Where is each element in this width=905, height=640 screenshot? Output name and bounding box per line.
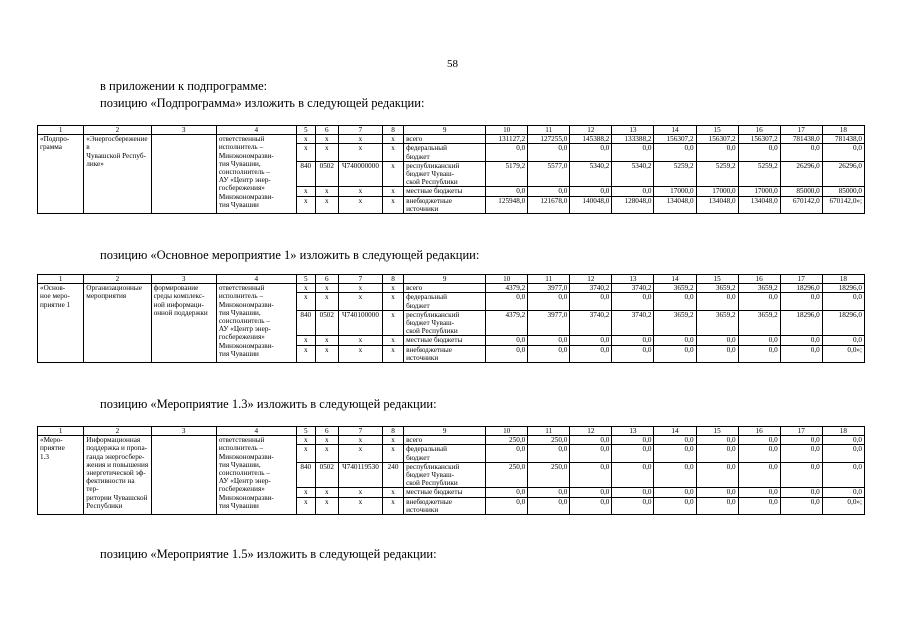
section-code-cell: x: [315, 497, 338, 514]
column-header: 4: [216, 275, 296, 284]
expense-type-cell: x: [383, 336, 404, 345]
column-header: 16: [738, 275, 780, 284]
column-header: 13: [612, 275, 654, 284]
expense-type-cell: x: [383, 497, 404, 514]
amount-cell: 5340,2: [612, 161, 654, 187]
paragraph-appendix: в приложении к подпрограмме:: [100, 79, 268, 93]
amount-cell: 0,0: [780, 445, 822, 462]
column-header: 1: [38, 275, 84, 284]
amount-cell: 0,0: [570, 293, 612, 310]
amount-cell: 3740,2: [612, 310, 654, 336]
column-header: 1: [38, 427, 84, 436]
grbs-code-cell: x: [296, 293, 315, 310]
amount-cell: 0,0: [822, 445, 864, 462]
target-article-cell: x: [338, 187, 382, 196]
expense-type-cell: x: [383, 161, 404, 187]
amount-cell: 128048,0: [612, 196, 654, 213]
amount-cell: 0,0: [780, 488, 822, 497]
column-header: 12: [570, 275, 612, 284]
amount-cell: 0,0: [696, 436, 738, 445]
grbs-code-cell: x: [296, 445, 315, 462]
amount-cell: 0,0: [780, 462, 822, 488]
funding-source-cell: республиканский бюджет Чуваш- ской Республики: [404, 310, 486, 336]
measure-status-cell: «Основ- ное меро- приятие 1: [38, 284, 84, 363]
amount-cell: 0,0: [654, 436, 696, 445]
target-article-cell: x: [338, 293, 382, 310]
column-header: 15: [696, 126, 738, 135]
column-header: 18: [822, 275, 864, 284]
amount-cell: 0,0: [738, 445, 780, 462]
amount-cell: 131127,2: [486, 135, 528, 144]
column-header: 5: [296, 126, 315, 135]
amount-cell: 5179,2: [486, 161, 528, 187]
amount-cell: 0,0: [738, 345, 780, 362]
expense-type-cell: x: [383, 488, 404, 497]
grbs-code-cell: x: [296, 284, 315, 293]
amount-cell: 0,0: [822, 293, 864, 310]
page-number: 58: [447, 58, 458, 70]
expense-type-cell: x: [383, 144, 404, 161]
table-row: [38, 284, 865, 293]
funding-source-cell: внебюджетные источники: [404, 196, 486, 213]
column-header: 6: [315, 275, 338, 284]
amount-cell: 781438,0: [822, 135, 864, 144]
amount-cell: 3659,2: [696, 310, 738, 336]
amount-cell: 0,0: [570, 187, 612, 196]
funding-source-cell: всего: [404, 284, 486, 293]
amount-cell: 0,0: [654, 497, 696, 514]
measure-status-cell: «Подпро- грамма: [38, 135, 84, 214]
amount-cell: 85000,0: [780, 187, 822, 196]
amount-cell: 0,0: [696, 462, 738, 488]
amount-cell: 17000,0: [738, 187, 780, 196]
amount-cell: 5577,0: [528, 161, 570, 187]
amount-cell: 3659,2: [654, 310, 696, 336]
amount-cell: 0,0: [612, 462, 654, 488]
funding-source-cell: местные бюджеты: [404, 488, 486, 497]
column-header: 14: [654, 126, 696, 135]
column-header: 2: [84, 126, 151, 135]
target-article-cell: x: [338, 135, 382, 144]
funding-source-cell: федеральный бюджет: [404, 144, 486, 161]
column-header: 17: [780, 427, 822, 436]
amount-cell: 0,0: [654, 144, 696, 161]
amount-cell: 0,0: [570, 445, 612, 462]
amount-cell: 18296,0: [822, 310, 864, 336]
expense-type-cell: x: [383, 135, 404, 144]
expense-type-cell: x: [383, 284, 404, 293]
column-header: 12: [570, 427, 612, 436]
column-header: 11: [528, 427, 570, 436]
column-header: 14: [654, 427, 696, 436]
amount-cell: 0,0: [612, 187, 654, 196]
amount-cell: 0,0: [612, 445, 654, 462]
funding-source-cell: всего: [404, 436, 486, 445]
amount-cell: 0,0: [654, 293, 696, 310]
table-row: [38, 436, 865, 445]
amount-cell: 0,0: [696, 144, 738, 161]
table-header-row: [38, 126, 865, 135]
column-header: 16: [738, 126, 780, 135]
amount-cell: 3740,2: [612, 284, 654, 293]
amount-cell: 133388,2: [612, 135, 654, 144]
target-article-cell: x: [338, 345, 382, 362]
column-header: 10: [486, 427, 528, 436]
section-code-cell: x: [315, 345, 338, 362]
column-header: 4: [216, 126, 296, 135]
section-code-cell: x: [315, 187, 338, 196]
expense-type-cell: x: [383, 187, 404, 196]
measure-name-cell: Информационная поддержка и пропа- ганда энергосбере- жения и повышения энергетической эф- фективности на тер- ритории Чувашской Республики: [84, 436, 151, 515]
column-header: 9: [404, 126, 486, 135]
grbs-code-cell: 840: [296, 310, 315, 336]
amount-cell: 0,0: [780, 436, 822, 445]
column-header: 3: [151, 427, 216, 436]
measure-status-cell: «Меро- приятие 1.3: [38, 436, 84, 515]
amount-cell: 125948,0: [486, 196, 528, 213]
target-article-cell: x: [338, 284, 382, 293]
section-code-cell: 0502: [315, 462, 338, 488]
column-header: 5: [296, 275, 315, 284]
column-header: 3: [151, 275, 216, 284]
amount-cell: 134048,0: [696, 196, 738, 213]
amount-cell: 670142,0: [780, 196, 822, 213]
amount-cell: 0,0: [570, 488, 612, 497]
amount-cell: 670142,0»;: [822, 196, 864, 213]
section-code-cell: x: [315, 436, 338, 445]
amount-cell: 250,0: [528, 462, 570, 488]
amount-cell: 781438,0: [780, 135, 822, 144]
grbs-code-cell: x: [296, 187, 315, 196]
measure-goal-cell: [151, 135, 216, 214]
amount-cell: 250,0: [486, 436, 528, 445]
amount-cell: 156307,2: [654, 135, 696, 144]
amount-cell: 3659,2: [738, 310, 780, 336]
amount-cell: 3659,2: [738, 284, 780, 293]
grbs-code-cell: x: [296, 488, 315, 497]
amount-cell: 0,0: [570, 345, 612, 362]
target-article-cell: x: [338, 497, 382, 514]
amount-cell: 0,0: [696, 488, 738, 497]
table-subprogram: [37, 125, 865, 214]
amount-cell: 3659,2: [696, 284, 738, 293]
amount-cell: 0,0: [570, 336, 612, 345]
amount-cell: 0,0: [570, 462, 612, 488]
amount-cell: 0,0: [696, 293, 738, 310]
target-article-cell: x: [338, 144, 382, 161]
column-header: 16: [738, 427, 780, 436]
amount-cell: 0,0: [528, 144, 570, 161]
amount-cell: 18296,0: [780, 284, 822, 293]
grbs-code-cell: x: [296, 144, 315, 161]
funding-source-cell: республиканский бюджет Чуваш- ской Республики: [404, 161, 486, 187]
amount-cell: 250,0: [486, 462, 528, 488]
target-article-cell: x: [338, 436, 382, 445]
amount-cell: 17000,0: [654, 187, 696, 196]
amount-cell: 4379,2: [486, 310, 528, 336]
amount-cell: 0,0: [528, 345, 570, 362]
column-header: 8: [383, 126, 404, 135]
column-header: 17: [780, 275, 822, 284]
amount-cell: 26296,0: [780, 161, 822, 187]
paragraph-subprogram: позицию «Подпрограмма» изложить в следующей редакции:: [100, 96, 425, 110]
amount-cell: 0,0: [738, 488, 780, 497]
amount-cell: 0,0: [486, 445, 528, 462]
expense-type-cell: x: [383, 445, 404, 462]
amount-cell: 3977,0: [528, 310, 570, 336]
column-header: 5: [296, 427, 315, 436]
column-header: 6: [315, 126, 338, 135]
amount-cell: 121678,0: [528, 196, 570, 213]
executor-cell: ответственный исполнитель – Минэкономразви- тия Чувашии, соисполнитель – АУ «Центр энер- госбережения» Минэкономразви- тия Чувашии: [216, 135, 296, 214]
amount-cell: 0,0: [696, 497, 738, 514]
column-header: 11: [528, 126, 570, 135]
section-code-cell: x: [315, 336, 338, 345]
amount-cell: 0,0: [822, 462, 864, 488]
section-code-cell: 0502: [315, 310, 338, 336]
amount-cell: 3659,2: [654, 284, 696, 293]
column-header: 14: [654, 275, 696, 284]
column-header: 6: [315, 427, 338, 436]
column-header: 10: [486, 275, 528, 284]
measure-name-cell: «Энергосбережение в Чувашской Респуб- лике»: [84, 135, 151, 214]
amount-cell: 4379,2: [486, 284, 528, 293]
section-code-cell: x: [315, 488, 338, 497]
amount-cell: 0,0: [822, 436, 864, 445]
amount-cell: 0,0: [612, 436, 654, 445]
amount-cell: 0,0: [486, 293, 528, 310]
funding-source-cell: внебюджетные источники: [404, 497, 486, 514]
column-header: 18: [822, 427, 864, 436]
column-header: 13: [612, 427, 654, 436]
funding-source-cell: местные бюджеты: [404, 336, 486, 345]
amount-cell: 17000,0: [696, 187, 738, 196]
target-article-cell: x: [338, 336, 382, 345]
funding-source-cell: всего: [404, 135, 486, 144]
amount-cell: 0,0: [486, 345, 528, 362]
grbs-code-cell: x: [296, 135, 315, 144]
column-header: 17: [780, 126, 822, 135]
amount-cell: 0,0: [612, 293, 654, 310]
column-header: 2: [84, 275, 151, 284]
amount-cell: 85000,0: [822, 187, 864, 196]
amount-cell: 156307,2: [738, 135, 780, 144]
amount-cell: 0,0: [738, 462, 780, 488]
amount-cell: 0,0: [738, 336, 780, 345]
section-code-cell: x: [315, 445, 338, 462]
column-header: 7: [338, 275, 382, 284]
expense-type-cell: 240: [383, 462, 404, 488]
amount-cell: 0,0: [528, 293, 570, 310]
amount-cell: 5259,2: [654, 161, 696, 187]
grbs-code-cell: x: [296, 336, 315, 345]
column-header: 11: [528, 275, 570, 284]
amount-cell: 0,0: [780, 336, 822, 345]
expense-type-cell: x: [383, 345, 404, 362]
target-article-cell: Ч740000000: [338, 161, 382, 187]
amount-cell: 0,0: [654, 445, 696, 462]
column-header: 9: [404, 427, 486, 436]
amount-cell: 156307,2: [696, 135, 738, 144]
amount-cell: 0,0: [612, 144, 654, 161]
amount-cell: 0,0: [654, 462, 696, 488]
amount-cell: 0,0: [738, 436, 780, 445]
table-main-measure-1: [37, 274, 865, 363]
paragraph-main-measure-1: позицию «Основное мероприятие 1» изложить в следующей редакции:: [100, 248, 480, 262]
target-article-cell: Ч740119530: [338, 462, 382, 488]
table-row: [38, 135, 865, 144]
amount-cell: 0,0: [570, 497, 612, 514]
grbs-code-cell: 840: [296, 161, 315, 187]
amount-cell: 0,0»;: [822, 345, 864, 362]
expense-type-cell: x: [383, 196, 404, 213]
amount-cell: 0,0: [528, 497, 570, 514]
amount-cell: 0,0»;: [822, 497, 864, 514]
amount-cell: 0,0: [738, 497, 780, 514]
amount-cell: 0,0: [486, 144, 528, 161]
grbs-code-cell: 840: [296, 462, 315, 488]
amount-cell: 0,0: [696, 336, 738, 345]
amount-cell: 5259,2: [696, 161, 738, 187]
amount-cell: 134048,0: [654, 196, 696, 213]
amount-cell: 0,0: [780, 345, 822, 362]
grbs-code-cell: x: [296, 196, 315, 213]
amount-cell: 0,0: [612, 488, 654, 497]
table-header-row: [38, 427, 865, 436]
amount-cell: 18296,0: [780, 310, 822, 336]
amount-cell: 0,0: [528, 445, 570, 462]
table-measure-1-3: [37, 426, 865, 515]
column-header: 13: [612, 126, 654, 135]
amount-cell: 0,0: [822, 336, 864, 345]
amount-cell: 26296,0: [822, 161, 864, 187]
column-header: 1: [38, 126, 84, 135]
table-header-row: [38, 275, 865, 284]
section-code-cell: 0502: [315, 161, 338, 187]
paragraph-measure-1-5: позицию «Мероприятие 1.5» изложить в следующей редакции:: [100, 547, 437, 561]
executor-cell: ответственный исполнитель – Минэкономразви- тия Чувашии, соисполнитель – АУ «Центр энер- госбережения» Минэкономразви- тия Чувашии: [216, 284, 296, 363]
section-code-cell: x: [315, 135, 338, 144]
column-header: 8: [383, 275, 404, 284]
grbs-code-cell: x: [296, 497, 315, 514]
amount-cell: 3740,2: [570, 310, 612, 336]
amount-cell: 0,0: [696, 445, 738, 462]
amount-cell: 5340,2: [570, 161, 612, 187]
column-header: 15: [696, 275, 738, 284]
amount-cell: 0,0: [654, 336, 696, 345]
target-article-cell: Ч740100000: [338, 310, 382, 336]
amount-cell: 0,0: [822, 488, 864, 497]
column-header: 7: [338, 427, 382, 436]
funding-source-cell: федеральный бюджет: [404, 445, 486, 462]
column-header: 12: [570, 126, 612, 135]
measure-goal-cell: [151, 436, 216, 515]
funding-source-cell: внебюджетные источники: [404, 345, 486, 362]
executor-cell: ответственный исполнитель – Минэкономразви- тия Чувашии, соисполнитель – АУ «Центр энер- госбережения» Минэкономразви- тия Чувашии: [216, 436, 296, 515]
column-header: 4: [216, 427, 296, 436]
target-article-cell: x: [338, 488, 382, 497]
amount-cell: 0,0: [738, 293, 780, 310]
funding-source-cell: республиканский бюджет Чуваш- ской Республики: [404, 462, 486, 488]
amount-cell: 3977,0: [528, 284, 570, 293]
amount-cell: 0,0: [612, 345, 654, 362]
target-article-cell: x: [338, 445, 382, 462]
column-header: 10: [486, 126, 528, 135]
amount-cell: 0,0: [654, 345, 696, 362]
amount-cell: 0,0: [486, 488, 528, 497]
amount-cell: 0,0: [612, 336, 654, 345]
amount-cell: 127255,0: [528, 135, 570, 144]
amount-cell: 0,0: [570, 144, 612, 161]
amount-cell: 0,0: [654, 488, 696, 497]
column-header: 2: [84, 427, 151, 436]
amount-cell: 3740,2: [570, 284, 612, 293]
column-header: 3: [151, 126, 216, 135]
amount-cell: 145388,2: [570, 135, 612, 144]
section-code-cell: x: [315, 284, 338, 293]
measure-goal-cell: формирование среды комплекс- ной информаци- онной поддержки: [151, 284, 216, 363]
amount-cell: 140048,0: [570, 196, 612, 213]
funding-source-cell: местные бюджеты: [404, 187, 486, 196]
expense-type-cell: x: [383, 310, 404, 336]
target-article-cell: x: [338, 196, 382, 213]
section-code-cell: x: [315, 293, 338, 310]
section-code-cell: x: [315, 144, 338, 161]
amount-cell: 0,0: [822, 144, 864, 161]
amount-cell: 0,0: [696, 345, 738, 362]
funding-source-cell: федеральный бюджет: [404, 293, 486, 310]
amount-cell: 0,0: [780, 293, 822, 310]
measure-name-cell: Организационные мероприятия: [84, 284, 151, 363]
expense-type-cell: x: [383, 436, 404, 445]
grbs-code-cell: x: [296, 345, 315, 362]
amount-cell: 0,0: [486, 497, 528, 514]
grbs-code-cell: x: [296, 436, 315, 445]
column-header: 7: [338, 126, 382, 135]
amount-cell: 18296,0: [822, 284, 864, 293]
amount-cell: 0,0: [486, 187, 528, 196]
amount-cell: 5259,2: [738, 161, 780, 187]
amount-cell: 0,0: [612, 497, 654, 514]
amount-cell: 0,0: [528, 488, 570, 497]
section-code-cell: x: [315, 196, 338, 213]
amount-cell: 0,0: [528, 187, 570, 196]
column-header: 9: [404, 275, 486, 284]
amount-cell: 0,0: [570, 436, 612, 445]
column-header: 8: [383, 427, 404, 436]
amount-cell: 0,0: [738, 144, 780, 161]
amount-cell: 0,0: [780, 144, 822, 161]
amount-cell: 0,0: [780, 497, 822, 514]
amount-cell: 134048,0: [738, 196, 780, 213]
amount-cell: 250,0: [528, 436, 570, 445]
amount-cell: 0,0: [528, 336, 570, 345]
expense-type-cell: x: [383, 293, 404, 310]
column-header: 15: [696, 427, 738, 436]
column-header: 18: [822, 126, 864, 135]
paragraph-measure-1-3: позицию «Мероприятие 1.3» изложить в следующей редакции:: [100, 397, 437, 411]
amount-cell: 0,0: [486, 336, 528, 345]
